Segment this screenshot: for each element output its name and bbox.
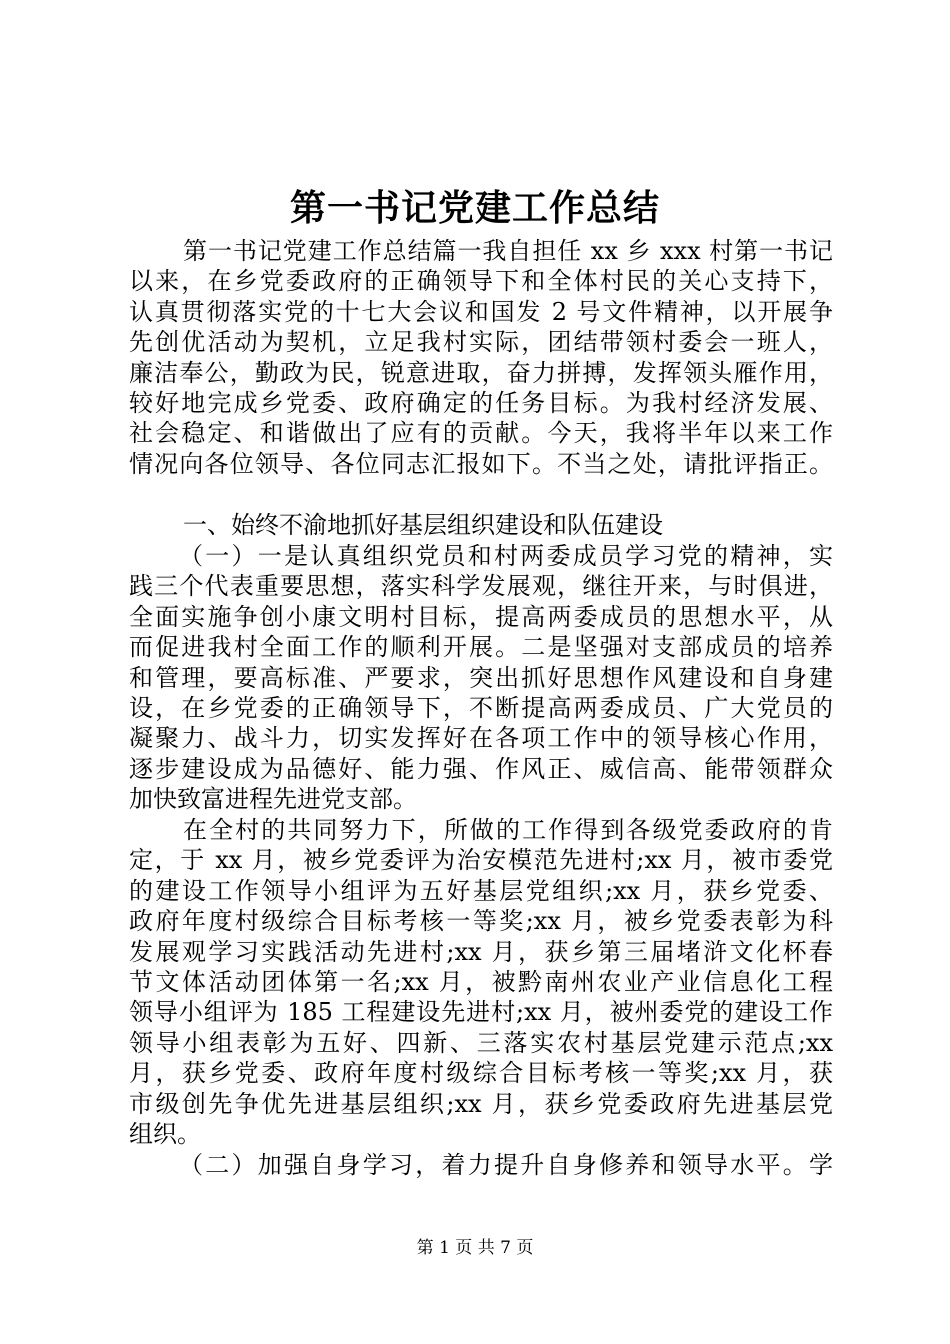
- text-line: 月，获乡党委、政府年度村级综合目标考核一等奖;xx 月，获: [129, 1059, 833, 1088]
- text-line: （二）加强自身学习，着力提升自身修养和领导水平。学: [179, 1151, 833, 1179]
- text-line: 践三个代表重要思想，落实科学发展观，继往开来，与时俱进，: [129, 572, 833, 601]
- text-line: 组织。: [129, 1119, 201, 1148]
- text-line: 全面实施争创小康文明村目标，提高两委成员的思想水平，从: [129, 602, 833, 631]
- text-line: 加快致富进程先进党支部。: [129, 785, 417, 814]
- text-line: 领导小组评为 185 工程建设先进村;xx 月，被州委党的建设工作: [129, 998, 833, 1027]
- text-line: 较好地完成乡党委、政府确定的任务目标。为我村经济发展、: [129, 388, 833, 417]
- text-line: 在全村的共同努力下，所做的工作得到各级党委政府的肯: [183, 816, 833, 844]
- text-line: 发展观学习实践活动先进村;xx 月，获乡第三届堵浒文化杯春: [129, 937, 833, 966]
- text-line: 先创优活动为契机，立足我村实际，团结带领村委会一班人，: [129, 328, 833, 357]
- text-line: 逐步建设成为品德好、能力强、作风正、威信高、能带领群众: [129, 754, 833, 783]
- page-number: 第 1 页 共 7 页: [416, 1238, 534, 1258]
- text-line: 节文体活动团体第一名;xx 月，被黔南州农业产业信息化工程: [129, 967, 833, 996]
- text-line: 凝聚力、战斗力，切实发挥好在各项工作中的领导核心作用，: [129, 724, 833, 753]
- paragraph-achievements: [129, 815, 833, 1149]
- text-line: 领导小组表彰为五好、四新、三落实农村基层党建示范点;xx: [129, 1028, 833, 1057]
- text-line: （一）一是认真组织党员和村两委成员学习党的精神，实: [179, 542, 833, 570]
- text-line: 和管理，要高标准、严要求，突出抓好思想作风建设和自身建: [129, 663, 833, 692]
- text-line: 廉洁奉公，勤政为民，锐意进取，奋力拼搏，发挥领头雁作用，: [129, 358, 833, 387]
- text-line: 第一书记党建工作总结篇一我自担任 xx 乡 xxx 村第一书记: [183, 237, 833, 265]
- text-line: 情况向各位领导、各位同志汇报如下。不当之处，请批评指正。: [129, 449, 833, 478]
- text-line: 市级创先争优先进基层组织;xx 月，获乡党委政府先进基层党: [129, 1089, 833, 1118]
- text-line: 认真贯彻落实党的十七大会议和国发 2 号文件精神，以开展争: [129, 297, 833, 326]
- text-line: 设，在乡党委的正确领导下，不断提高两委成员、广大党员的: [129, 693, 833, 722]
- text-line: 以来，在乡党委政府的正确领导下和全体村民的关心支持下，: [129, 267, 833, 296]
- text-line: 而促进我村全面工作的顺利开展。二是坚强对支部成员的培养: [129, 633, 833, 662]
- paragraph-section-2: [129, 1150, 833, 1180]
- section-heading-text: 一、始终不渝地抓好基层组织建设和队伍建设: [183, 511, 663, 539]
- paragraph-intro: [129, 236, 833, 479]
- paragraph-section-1: [129, 541, 833, 815]
- text-line: 社会稳定、和谐做出了应有的贡献。今天，我将半年以来工作: [129, 419, 833, 448]
- document-title: 第一书记党建工作总结: [289, 187, 660, 229]
- text-line: 定，于 xx 月，被乡党委评为治安模范先进村;xx 月，被市委党: [129, 846, 833, 875]
- section-heading: [129, 510, 833, 540]
- text-line: 政府年度村级综合目标考核一等奖;xx 月，被乡党委表彰为科: [129, 907, 833, 936]
- text-line: 的建设工作领导小组评为五好基层党组织;xx 月，获乡党委、: [129, 876, 833, 905]
